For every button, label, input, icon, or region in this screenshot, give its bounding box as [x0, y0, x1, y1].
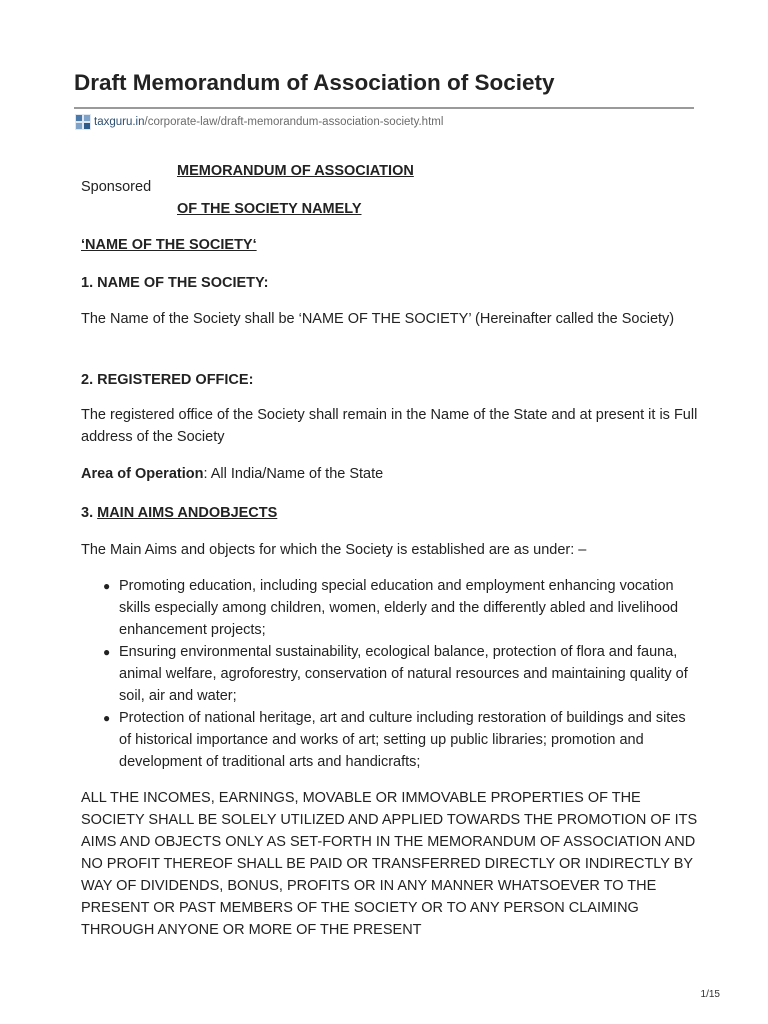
area-of-operation-value: : All India/Name of the State: [203, 466, 384, 482]
section-3-number: 3.: [81, 505, 98, 521]
source-host[interactable]: taxguru.in: [94, 116, 145, 128]
sponsored-label: Sponsored: [81, 179, 152, 195]
source-url[interactable]: [75, 114, 443, 130]
aim-text: Ensuring environmental sustainability, ecological balance, protection of flora and fauna, animal welfare, agroforestry, conservation of natural resources and maintaining quality of soil, air and water;: [119, 644, 688, 704]
bullet-icon: ●: [103, 579, 111, 593]
section-3-title: [81, 502, 277, 524]
section-3-intro: The Main Aims and objects for which the Society is established are as under: –: [81, 542, 587, 558]
area-of-operation-label: Area of Operation: [81, 466, 204, 482]
aim-text: Promoting education, including special education and employment enhancing vocation skills especially among children, women, elderly and the differently abled and livelihood enhancement projects;: [119, 578, 679, 638]
income-clause: ALL THE INCOMES, EARNINGS, MOVABLE OR IMMOVABLE PROPERTIES OF THE SOCIETY SHALL BE SOLELY UTILIZED AND APPLIED TOWARDS THE PROMOTION OF ITS AIMS AND OBJECTS ONLY AS SET-FORTH IN THE MEMORANDUM OF ASSOCIATION AND NO PROFIT THEREOF SHALL BE PAID OR TRANSFERRED DIRECTLY OR INDIRECTLY BY WAY OF DIVIDENDS, BONUS, PROFITS OR IN ANY MANNER WHATSOEVER TO THE PRESENT OR PAST MEMBERS OF THE SOCIETY OR TO ANY PERSON CLAIMING THROUGH ANYONE OR MORE OF THE PRESENT: [81, 790, 698, 938]
section-2-text: The registered office of the Society shall remain in the Name of the State and at present it is Full address of the Society: [81, 407, 698, 445]
section-1-text: The Name of the Society shall be ‘NAME OF THE SOCIETY’ (Hereinafter called the Society): [81, 311, 675, 327]
list-item: [81, 707, 701, 773]
area-of-operation: [81, 463, 383, 485]
page-title: Draft Memorandum of Association of Society: [74, 70, 555, 95]
aim-text: Protection of national heritage, art and culture including restoration of buildings and sites of historical importance and works of art; setting up public libraries; promotion and development of traditional arts and handicrafts;: [119, 710, 686, 770]
bullet-icon: ●: [103, 711, 111, 725]
section-1-title: 1. NAME OF THE SOCIETY:: [81, 275, 269, 291]
bullet-icon: ●: [103, 645, 111, 659]
memorandum-heading-line1: MEMORANDUM OF ASSOCIATION: [177, 163, 414, 179]
taxguru-favicon-icon: [75, 114, 91, 130]
society-name-heading: ‘NAME OF THE SOCIETY‘: [81, 237, 257, 253]
section-3-title-text: MAIN AIMS ANDOBJECTS: [97, 505, 278, 521]
section-2-title: 2. REGISTERED OFFICE:: [81, 372, 254, 388]
list-item: [81, 641, 701, 707]
list-item: [81, 575, 701, 641]
title-divider: [74, 107, 694, 109]
source-path[interactable]: /corporate-law/draft-memorandum-association-society.html: [144, 116, 444, 128]
memorandum-heading-line2: OF THE SOCIETY NAMELY: [177, 201, 362, 217]
aims-list: [81, 575, 701, 773]
page-number: 1/15: [700, 989, 720, 1000]
